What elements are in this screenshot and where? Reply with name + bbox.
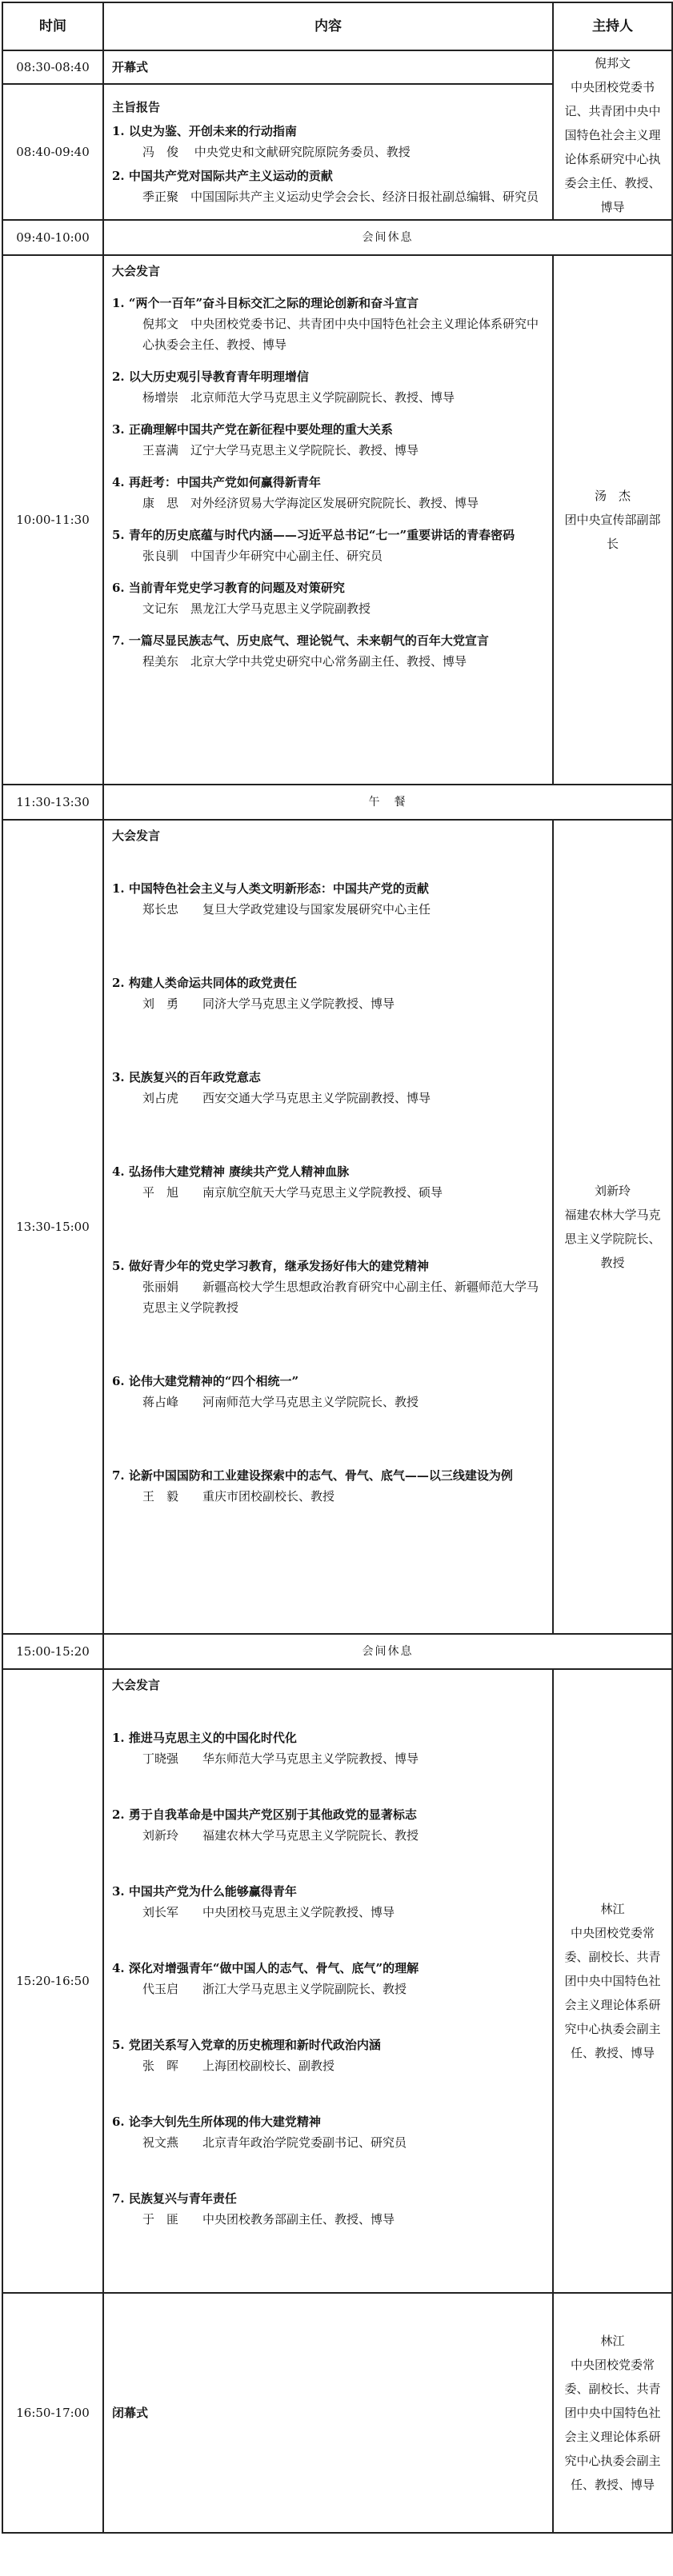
talk-speaker: 康 思 对外经济贸易大学海淀区发展研究院院长、教授、博导 [142, 496, 479, 510]
session-title: 闭幕式 [103, 2293, 553, 2533]
session-content [103, 255, 553, 785]
talk-item [112, 2111, 544, 2153]
host-cell [553, 255, 672, 785]
talk-speaker: 刘 勇 同济大学马克思主义学院教授、博导 [142, 996, 395, 1011]
talk-speaker: 祝文燕 北京青年政治学院党委副书记、研究员 [142, 2135, 407, 2150]
time-cell: 08:40-09:40 [2, 84, 103, 220]
session-heading: 主旨报告 [112, 99, 161, 114]
break-label: 午 餐 [103, 785, 672, 820]
host-cell [553, 820, 672, 1634]
row-session [2, 255, 672, 785]
talk-speaker: 刘新玲 福建农林大学马克思主义学院院长、教授 [142, 1828, 419, 1843]
time-cell: 16:50-17:00 [2, 2293, 103, 2533]
talk-speaker: 丁晓强 华东师范大学马克思主义学院教授、博导 [142, 1751, 419, 1766]
time-cell: 13:30-15:00 [2, 820, 103, 1634]
agenda-table [2, 2, 673, 2534]
talk-title: 2. 构建人类命运共同体的政党责任 [112, 976, 297, 990]
row-break [2, 785, 672, 820]
talk-speaker: 杨增崇 北京师范大学马克思主义学院副院长、教授、博导 [142, 390, 455, 405]
header-content: 内容 [103, 2, 553, 50]
talk-item [112, 1465, 544, 1507]
host-text: 刘新玲 福建农林大学马克思主义学院院长、教授 [564, 1184, 661, 1270]
header-host: 主持人 [553, 2, 672, 50]
talk-title: 1. “两个一百年”奋斗目标交汇之际的理论创新和奋斗宣言 [112, 296, 419, 310]
time-cell: 15:20-16:50 [2, 1669, 103, 2293]
talk-speaker: 于 匪 中央团校教务部副主任、教授、博导 [142, 2212, 395, 2227]
talk-item [112, 121, 544, 162]
session-content [103, 1669, 553, 2293]
talk-item [112, 577, 544, 619]
row-closing [2, 2293, 672, 2533]
time-cell: 15:00-15:20 [2, 1634, 103, 1669]
talk-item [112, 472, 544, 513]
host-cell [553, 50, 672, 220]
talk-speaker: 程美东 北京大学中共党史研究中心常务副主任、教授、博导 [142, 654, 467, 669]
talk-item [112, 1161, 544, 1203]
break-label: 会间休息 [103, 1634, 672, 1669]
time-cell: 09:40-10:00 [2, 220, 103, 255]
talk-item [112, 293, 544, 355]
talk-title: 1. 中国特色社会主义与人类文明新形态：中国共产党的贡献 [112, 881, 429, 896]
host-text: 汤 杰 团中央宣传部副部长 [564, 489, 661, 551]
talk-item [112, 1958, 544, 1999]
talk-item [112, 1804, 544, 1846]
talk-item [112, 1881, 544, 1923]
talk-item [112, 525, 544, 566]
header-row [2, 2, 672, 50]
host-cell [553, 1669, 672, 2293]
talk-speaker: 文记东 黑龙江大学马克思主义学院副教授 [142, 601, 371, 616]
talk-title: 6. 论李大钊先生所体现的伟大建党精神 [112, 2115, 321, 2129]
host-text: 林江 中央团校党委常委、副校长、共青团中央中国特色社会主义理论体系研究中心执委会副主任、教授、博导 [564, 2334, 661, 2492]
row-opening [2, 50, 672, 84]
talk-title: 7. 民族复兴与青年责任 [112, 2191, 237, 2206]
talk-title: 4. 深化对增强青年“做中国人的志气、骨气、底气”的理解 [112, 1961, 419, 1975]
talk-speaker: 刘长军 中央团校马克思主义学院教授、博导 [142, 1905, 395, 1919]
row-session [2, 1669, 672, 2293]
talk-speaker: 代玉启 浙江大学马克思主义学院副院长、教授 [142, 1982, 407, 1996]
talk-item [112, 1067, 544, 1108]
session-content [103, 84, 553, 220]
talk-speaker: 刘占虎 西安交通大学马克思主义学院副教授、博导 [142, 1091, 431, 1105]
talk-title: 1. 推进马克思主义的中国化时代化 [112, 1731, 297, 1745]
session-heading: 大会发言 [112, 1678, 161, 1692]
session-title: 开幕式 [103, 50, 553, 84]
talk-title: 5. 党团关系写入党章的历史梳理和新时代政治内涵 [112, 2038, 381, 2052]
talk-item [112, 630, 544, 672]
talk-speaker: 王 毅 重庆市团校副校长、教授 [142, 1489, 335, 1504]
talk-title: 6. 论伟大建党精神的“四个相统一” [112, 1374, 299, 1388]
time-cell: 10:00-11:30 [2, 255, 103, 785]
talk-title: 2. 以大历史观引导教育青年明理增信 [112, 369, 309, 384]
row-break [2, 1634, 672, 1669]
talk-speaker: 冯 俊 中央党史和文献研究院原院务委员、教授 [142, 144, 411, 159]
host-text: 林江 中央团校党委常委、副校长、共青团中央中国特色社会主义理论体系研究中心执委会副主任、教授、博导 [564, 1902, 661, 2060]
talk-item [112, 972, 544, 1014]
talk-title: 7. 论新中国国防和工业建设探索中的志气、骨气、底气——以三线建设为例 [112, 1468, 513, 1483]
row-session [2, 820, 672, 1634]
talk-title: 3. 民族复兴的百年政党意志 [112, 1070, 261, 1084]
talk-title: 1. 以史为鉴、开创未来的行动指南 [112, 123, 297, 138]
talk-title: 3. 正确理解中国共产党在新征程中要处理的重大关系 [112, 422, 393, 437]
host-text: 倪邦文 中央团校党委书记、共青团中央中国特色社会主义理论体系研究中心执委会主任、教授、博导 [564, 56, 661, 214]
host-cell [553, 2293, 672, 2533]
talk-speaker: 张良驯 中国青少年研究中心副主任、研究员 [142, 549, 383, 563]
talk-item [112, 1371, 544, 1412]
talk-speaker: 张 晖 上海团校副校长、副教授 [142, 2059, 335, 2073]
talk-speaker: 王喜满 辽宁大学马克思主义学院院长、教授、博导 [142, 443, 419, 457]
row-break [2, 220, 672, 255]
time-cell: 11:30-13:30 [2, 785, 103, 820]
talk-speaker: 蒋占峰 河南师范大学马克思主义学院院长、教授 [142, 1395, 419, 1409]
header-time: 时间 [2, 2, 103, 50]
talk-title: 7. 一篇尽显民族志气、历史底气、理论锐气、未来朝气的百年大党宣言 [112, 633, 489, 648]
talk-speaker: 张丽娟 新疆高校大学生思想政治教育研究中心副主任、新疆师范大学马克思主义学院教授 [142, 1280, 539, 1315]
session-content [103, 820, 553, 1634]
talk-title: 2. 中国共产党对国际共产主义运动的贡献 [112, 168, 333, 183]
talk-title: 2. 勇于自我革命是中国共产党区别于其他政党的显著标志 [112, 1807, 417, 1822]
talk-item [112, 419, 544, 461]
session-heading: 大会发言 [112, 264, 161, 278]
talk-title: 5. 青年的历史底蕴与时代内涵——习近平总书记“七一”重要讲话的青春密码 [112, 528, 515, 542]
session-heading: 大会发言 [112, 829, 161, 843]
talk-speaker: 倪邦文 中央团校党委书记、共青团中央中国特色社会主义理论体系研究中心执委会主任、教授、博导 [142, 317, 539, 352]
talk-title: 4. 弘扬伟大建党精神 赓续共产党人精神血脉 [112, 1164, 350, 1179]
talk-item [112, 878, 544, 920]
time-cell: 08:30-08:40 [2, 50, 103, 84]
talk-item [112, 366, 544, 408]
talk-title: 5. 做好青少年的党史学习教育，继承发扬好伟大的建党精神 [112, 1259, 429, 1273]
talk-speaker: 平 旭 南京航空航天大学马克思主义学院教授、硕导 [142, 1185, 443, 1200]
talk-item [112, 2035, 544, 2076]
talk-item [112, 1727, 544, 1769]
talk-speaker: 郑长忠 复旦大学政党建设与国家发展研究中心主任 [142, 902, 431, 917]
talk-title: 4. 再赶考：中国共产党如何赢得新青年 [112, 475, 321, 489]
talk-item [112, 1256, 544, 1318]
talk-item [112, 166, 544, 207]
break-label: 会间休息 [103, 220, 672, 255]
talk-title: 3. 中国共产党为什么能够赢得青年 [112, 1884, 297, 1899]
talk-item [112, 2188, 544, 2230]
talk-speaker: 季正聚 中国国际共产主义运动史学会会长、经济日报社副总编辑、研究员 [142, 189, 539, 204]
talk-title: 6. 当前青年党史学习教育的问题及对策研究 [112, 581, 345, 595]
